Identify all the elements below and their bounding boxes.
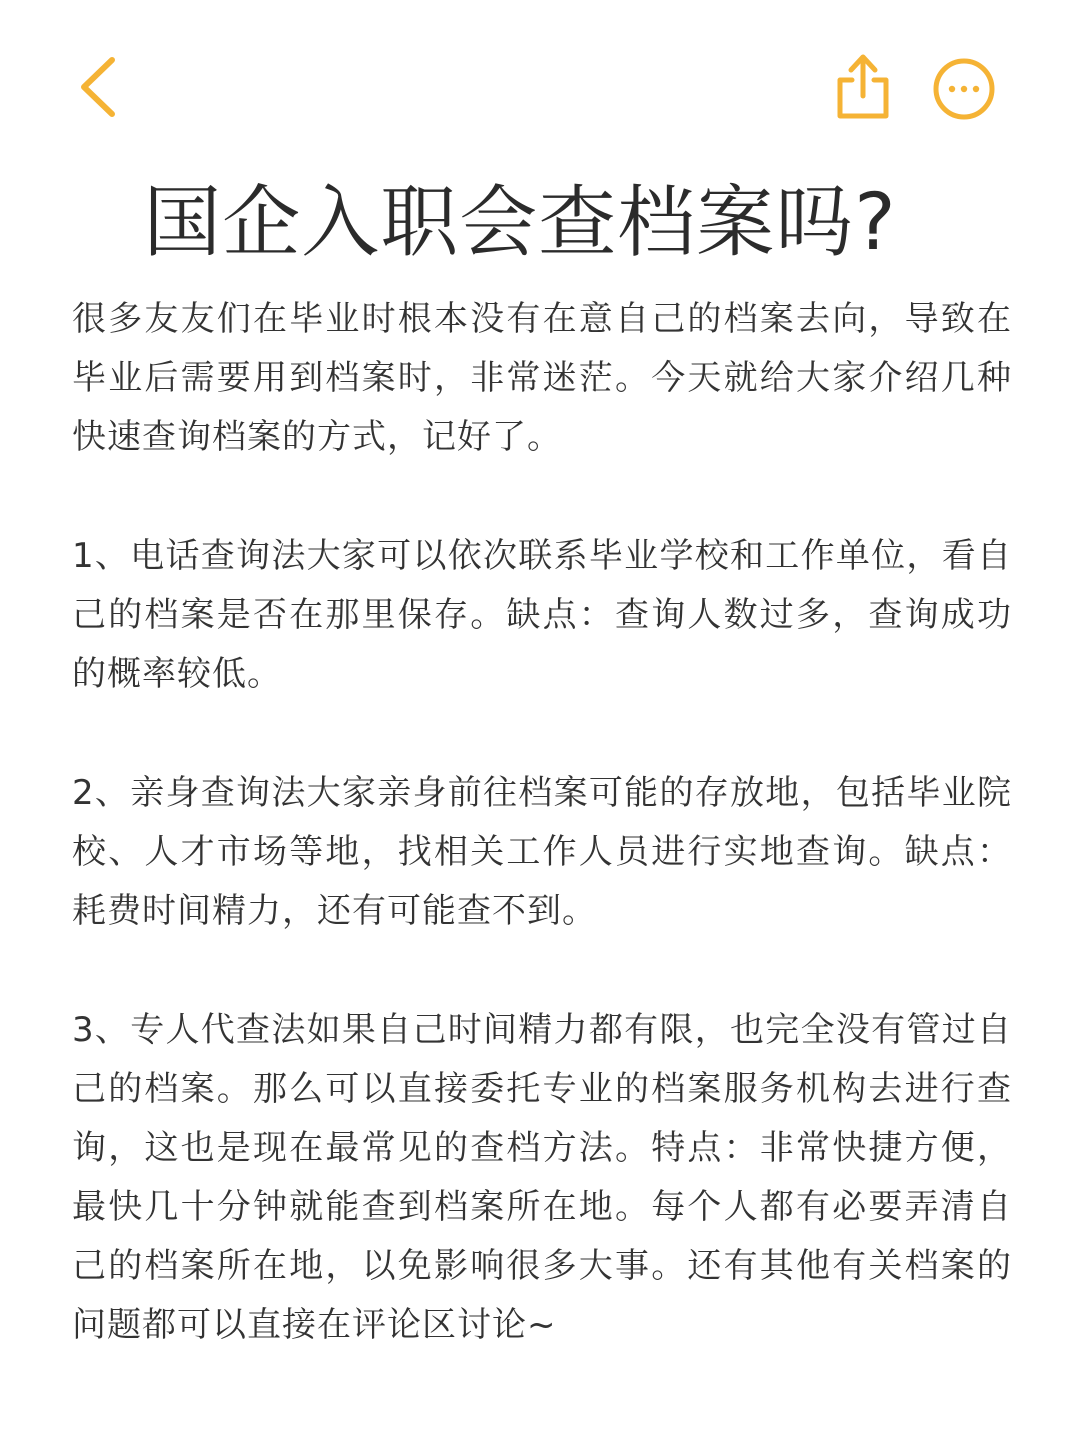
top-bar [0, 0, 1080, 150]
back-button[interactable] [72, 52, 128, 122]
article-title: 国企入职会查档案吗? [143, 178, 897, 268]
article-body [72, 290, 1012, 1415]
paragraph-method-3: 3、专人代查法如果自己时间精力都有限，也完全没有管过自己的档案。那么可以直接委托专业的档案服务机构去进行查询，这也是现在最常见的查档方法。特点：非常快捷方便，最快几十分钟就能查到档案所在地。每个人都有必要弄清自己的档案所在地，以免影响很多大事。还有其他有关档案的问题都可以直接在评论区讨论~ [72, 1010, 1012, 1345]
share-icon [830, 50, 896, 122]
more-button[interactable] [930, 55, 998, 123]
more-horizontal-icon [930, 55, 998, 123]
paragraph-intro: 很多友友们在毕业时根本没有在意自己的档案去向，导致在毕业后需要用到档案时，非常迷茫。今天就给大家介绍几种快速查询档案的方式，记好了。 [72, 299, 1012, 457]
paragraph-method-2: 2、亲身查询法大家亲身前往档案可能的存放地，包括毕业院校、人才市场等地，找相关工作人员进行实地查询。缺点：耗费时间精力，还有可能查不到。 [72, 773, 1012, 931]
paragraph-method-1: 1、电话查询法大家可以依次联系毕业学校和工作单位，看自己的档案是否在那里保存。缺点：查询人数过多，查询成功的概率较低。 [72, 536, 1012, 694]
share-button[interactable] [830, 50, 896, 122]
chevron-left-icon [72, 52, 128, 122]
